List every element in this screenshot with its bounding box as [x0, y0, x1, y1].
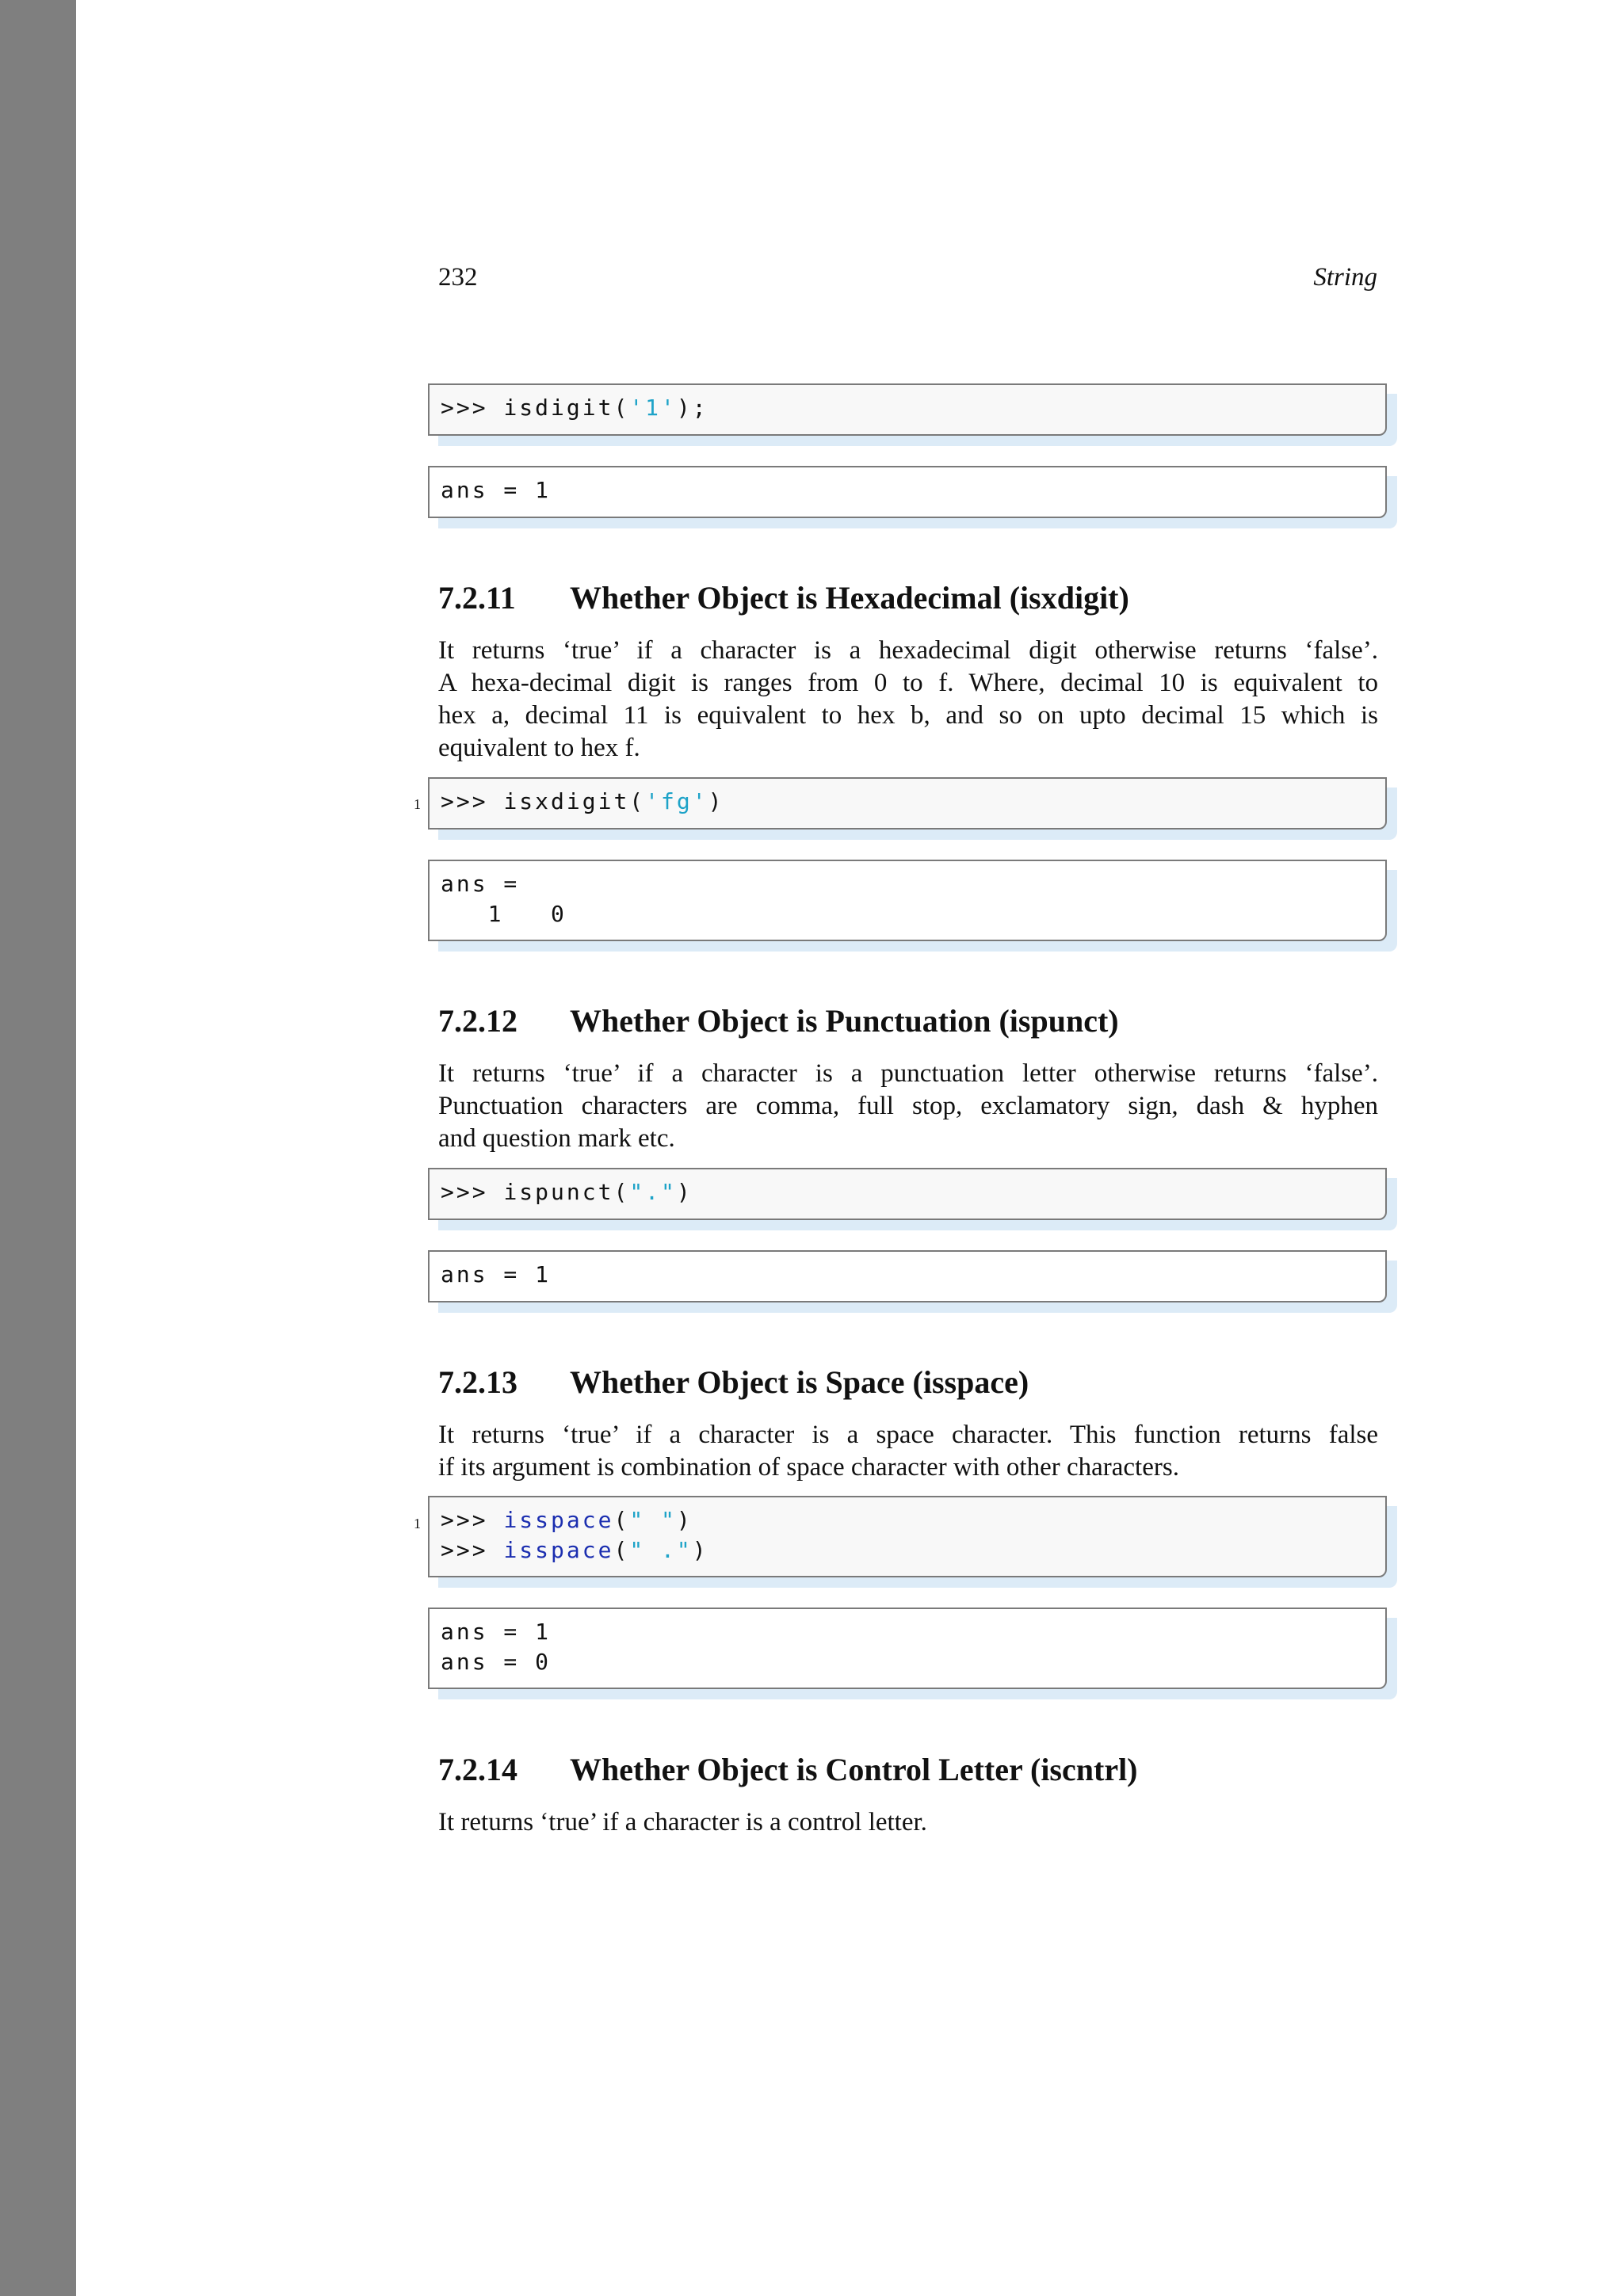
prompt: >>> [441, 1507, 504, 1533]
paragraph-line: It returns ‘true’ if a character is a hexadecimal digit otherwise returns ‘false’. [438, 636, 1378, 665]
code-output-isdigit [428, 466, 1387, 518]
function-name: ispunct [503, 1179, 614, 1205]
function-name: isdigit [503, 395, 614, 421]
function-name: isxdigit [503, 788, 630, 814]
code-input-ispunct [428, 1168, 1387, 1220]
page-margin-bar [0, 0, 76, 2296]
string-arg: "." [629, 1179, 677, 1205]
paragraph-line: if its argument is combination of space character with other characters. [438, 1453, 1179, 1482]
prompt: >>> [441, 395, 504, 421]
section-number: 7.2.14 [438, 1752, 517, 1787]
line-number: 1 [414, 796, 421, 812]
section-title: Whether Object is Hexadecimal (isxdigit) [570, 580, 1129, 616]
section-number: 7.2.13 [438, 1364, 517, 1400]
line-number: 1 [414, 1516, 421, 1531]
output-line: ans = 1 [441, 1619, 552, 1645]
output-line: 1 0 [441, 901, 567, 927]
paren-open: ( [613, 1507, 630, 1533]
paren-close: ); [676, 395, 708, 421]
prompt: >>> [441, 1537, 504, 1563]
output-line: ans = 1 [441, 477, 552, 503]
paragraph-line: It returns ‘true’ if a character is a punctuation letter otherwise returns ‘false’. [438, 1059, 1378, 1088]
function-name: isspace [503, 1507, 614, 1533]
paren-open: ( [613, 1537, 630, 1563]
section-paragraph-7-2-12 [438, 1058, 1378, 1155]
prompt: >>> [441, 788, 504, 814]
section-heading-7-2-11 [438, 579, 1129, 616]
output-line: ans = [441, 871, 520, 897]
paragraph-line: It returns ‘true’ if a character is a space character. This function returns false [438, 1421, 1378, 1449]
output-line: ans = 0 [441, 1649, 552, 1675]
section-paragraph-7-2-11 [438, 635, 1378, 765]
paren-close: ) [676, 1179, 693, 1205]
section-number: 7.2.12 [438, 1003, 517, 1039]
string-arg: 'fg' [645, 788, 708, 814]
paren-open: ( [613, 395, 630, 421]
code-output-isxdigit [428, 860, 1387, 941]
paragraph-line: equivalent to hex f. [438, 734, 640, 762]
string-arg: " ." [629, 1537, 693, 1563]
paragraph-line: A hexa-decimal digit is ranges from 0 to f. Where, decimal 10 is equivalent to [438, 669, 1378, 697]
section-title: Whether Object is Space (isspace) [570, 1364, 1029, 1400]
string-arg: " " [629, 1507, 677, 1533]
code-input-isxdigit [428, 777, 1387, 830]
section-title: Whether Object is Punctuation (ispunct) [570, 1003, 1119, 1039]
paragraph-line: It returns ‘true’ if a character is a control letter. [438, 1808, 927, 1836]
paren-close: ) [676, 1507, 693, 1533]
section-title: Whether Object is Control Letter (iscntrl) [570, 1752, 1138, 1787]
output-line: ans = 1 [441, 1261, 552, 1287]
running-title: String [1313, 263, 1377, 292]
paragraph-line: and question mark etc. [438, 1124, 675, 1153]
paren-close: ) [692, 1537, 708, 1563]
section-paragraph-7-2-13 [438, 1419, 1378, 1484]
paren-open: ( [629, 788, 646, 814]
paragraph-line: Punctuation characters are comma, full stop, exclamatory sign, dash & hyphen [438, 1092, 1378, 1120]
paren-close: ) [708, 788, 724, 814]
paragraph-line: hex a, decimal 11 is equivalent to hex b, and so on upto decimal 15 which is [438, 701, 1378, 730]
paren-open: ( [613, 1179, 630, 1205]
section-heading-7-2-12 [438, 1002, 1119, 1039]
code-input-isspace [428, 1496, 1387, 1577]
section-heading-7-2-13 [438, 1363, 1029, 1401]
prompt: >>> [441, 1179, 504, 1205]
string-arg: '1' [629, 395, 677, 421]
page-number: 232 [438, 263, 478, 292]
section-paragraph-7-2-14 [438, 1806, 1378, 1839]
code-input-isdigit [428, 383, 1387, 436]
code-output-isspace [428, 1608, 1387, 1689]
section-heading-7-2-14 [438, 1751, 1138, 1788]
section-number: 7.2.11 [438, 580, 516, 616]
code-output-ispunct [428, 1250, 1387, 1302]
function-name: isspace [503, 1537, 614, 1563]
